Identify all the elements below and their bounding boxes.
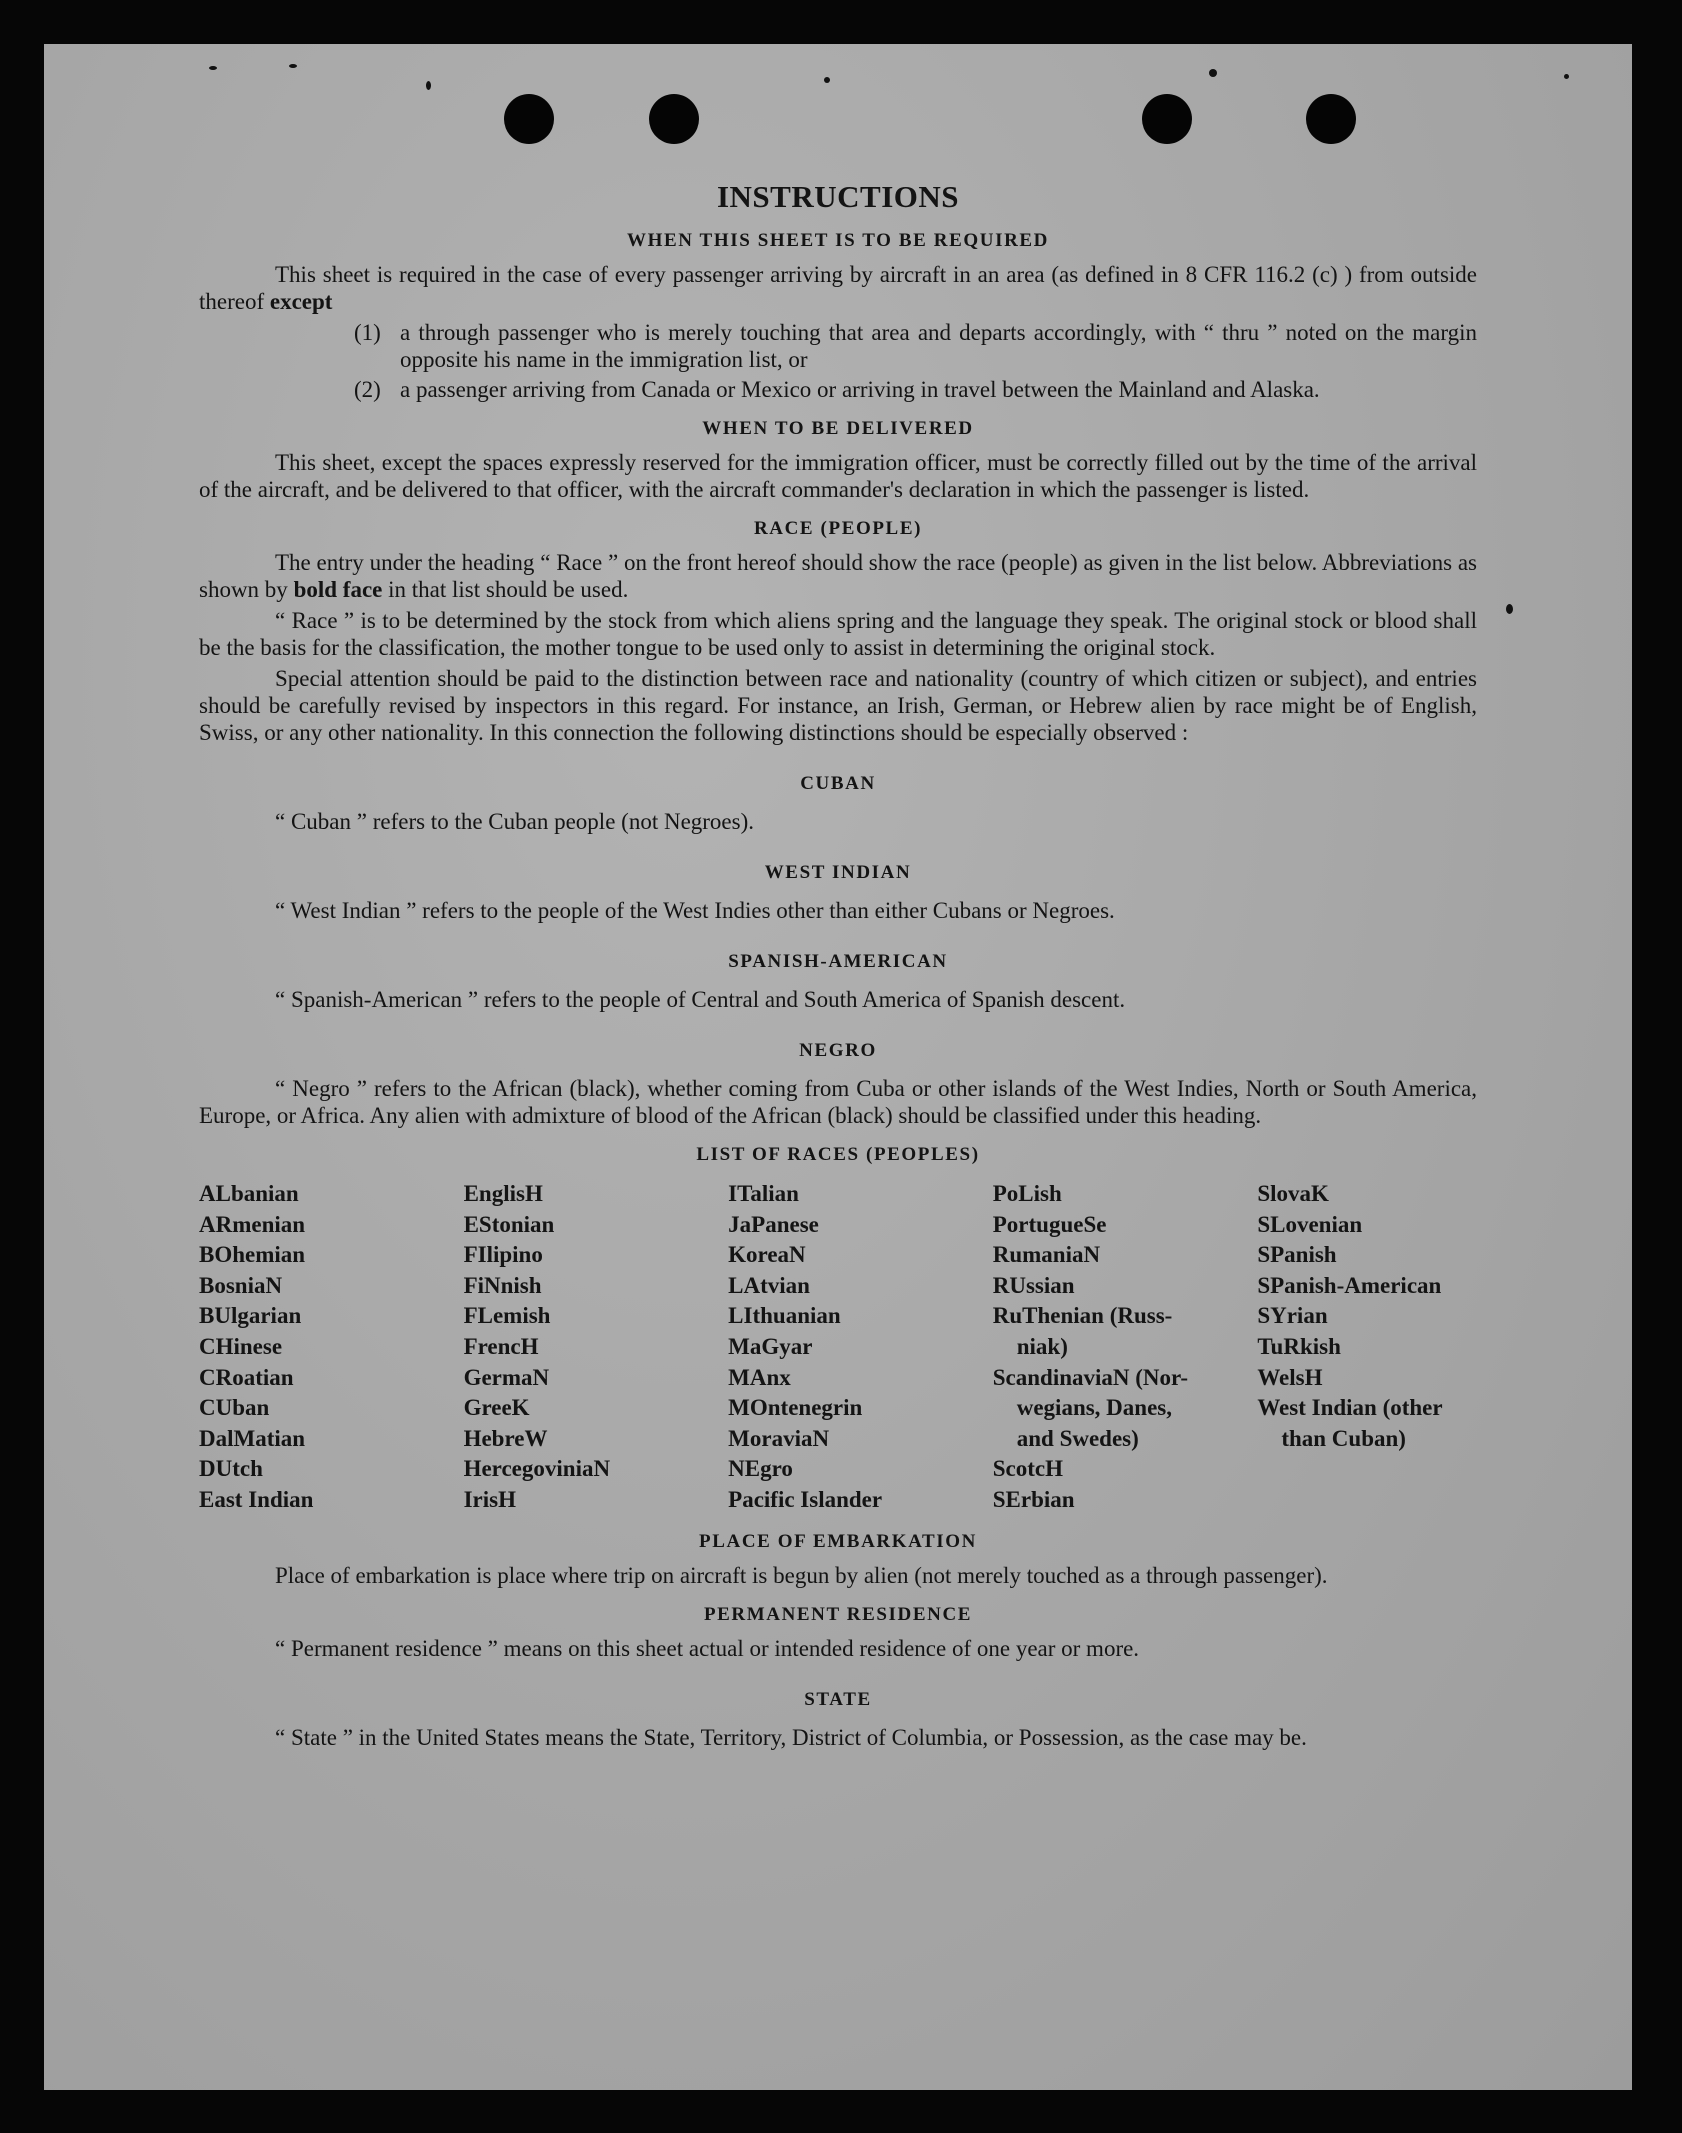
heading-required: WHEN THIS SHEET IS TO BE REQUIRED — [626, 230, 1050, 251]
race-entry: DUtch — [199, 1456, 263, 1482]
instructions-content — [199, 179, 1477, 1755]
punch-hole — [649, 94, 699, 144]
race-entry: FiNnish — [463, 1272, 542, 1298]
races-column — [728, 1179, 993, 1516]
race-entry: MoraviaN — [728, 1425, 830, 1451]
state-text: “ State ” in the United States means the State, Territory, District of Columbia, or Possession, as the case may be. — [275, 1724, 1307, 1750]
negro-text: “ Negro ” refers to the African (black), whether coming from Cuba or other islands of the West Indies, North or South America, Europe, or Africa. Any alien with admixture of blood of the African (black) should be classified under this heading. — [199, 1076, 1477, 1128]
race-entry: IrisH — [463, 1486, 516, 1512]
race-entry: MOntenegrin — [728, 1395, 863, 1421]
race-entry: EnglisH — [463, 1181, 543, 1206]
race-entry: BOhemian — [199, 1242, 306, 1268]
race-entry: East Indian — [199, 1486, 314, 1512]
heading-race: RACE (PEOPLE) — [753, 518, 923, 539]
document-page — [44, 44, 1632, 2090]
race-entry: and Swedes) — [1016, 1425, 1139, 1451]
race-entry: WelsH — [1257, 1364, 1323, 1390]
race-entry: SLovenian — [1257, 1211, 1363, 1237]
race-entry: ScandinaviaN (Nor- — [992, 1364, 1189, 1390]
race-entry: ALbanian — [199, 1181, 299, 1206]
race-entry: SPanish — [1257, 1242, 1337, 1268]
races-table — [199, 1179, 1477, 1516]
punch-hole — [1306, 94, 1356, 144]
punch-hole — [1142, 94, 1192, 144]
race-entry: FIlipino — [463, 1242, 543, 1268]
race-entry: MAnx — [728, 1364, 791, 1390]
heading-spanish-american: SPANISH-AMERICAN — [728, 951, 948, 972]
races-column — [993, 1179, 1258, 1516]
races-column — [1257, 1179, 1477, 1516]
race-entry: RumaniaN — [992, 1242, 1101, 1268]
punch-hole — [504, 94, 554, 144]
race-entry: CRoatian — [199, 1364, 294, 1390]
delivered-text: This sheet, except the spaces expressly reserved for the immigration officer, must be correctly filled out by the time of the arrival of the aircraft, and be delivered to that officer, with the aircraft commander's declaration in which the passenger is listed. — [199, 450, 1477, 502]
race-entry: NEgro — [728, 1456, 793, 1482]
residence-text: “ Permanent residence ” means on this sheet actual or intended residence of one year or more. — [275, 1635, 1140, 1661]
race-entry: LIthuanian — [728, 1303, 841, 1329]
race-entry: EStonian — [463, 1211, 555, 1237]
dust-speck — [1209, 69, 1217, 77]
page-title: INSTRUCTIONS — [716, 179, 959, 214]
race-entry: MaGyar — [728, 1333, 813, 1359]
race-entry: HebreW — [463, 1425, 548, 1451]
dust-speck — [824, 77, 830, 83]
race-entry: HercegoviniaN — [463, 1456, 611, 1482]
cuban-text: “ Cuban ” refers to the Cuban people (not Negroes). — [275, 809, 755, 834]
race-entry: BUlgarian — [199, 1303, 302, 1329]
race-entry: GermaN — [463, 1364, 550, 1390]
heading-races-list: LIST OF RACES (PEOPLES) — [696, 1144, 980, 1165]
heading-state: STATE — [804, 1688, 872, 1710]
race-entry: PortugueSe — [992, 1211, 1107, 1237]
races-column — [199, 1179, 464, 1516]
race-entry: TuRkish — [1257, 1333, 1341, 1359]
race-entry: JaPanese — [728, 1211, 819, 1237]
required-intro: This sheet is required in the case of every passenger arriving by aircraft in an area (as defined in 8 CFR 116.2 (c) ) from outside thereof except — [199, 262, 1477, 314]
race-entry: ARmenian — [199, 1211, 306, 1237]
race-entry: BosniaN — [199, 1272, 283, 1298]
race-entry: ScotcH — [992, 1456, 1063, 1482]
except-keyword: except — [269, 289, 333, 314]
race-entry: CHinese — [199, 1333, 283, 1359]
race-entry: FLemish — [463, 1303, 551, 1329]
race-entry: SPanish-American — [1257, 1272, 1442, 1298]
dust-speck — [426, 81, 431, 90]
heading-embarkation: PLACE OF EMBARKATION — [699, 1530, 977, 1552]
race-entry: RUssian — [992, 1272, 1075, 1298]
west-indian-text: “ West Indian ” refers to the people of the West Indies other than either Cubans or Negroes. — [275, 898, 1115, 923]
race-entry: West Indian (other — [1257, 1395, 1443, 1421]
race-entry: GreeK — [463, 1395, 530, 1421]
dust-speck — [209, 66, 217, 70]
heading-delivered: WHEN TO BE DELIVERED — [702, 418, 974, 439]
heading-west-indian: WEST INDIAN — [764, 862, 912, 883]
race-entry: PoLish — [992, 1181, 1062, 1206]
race-entry: CUban — [199, 1395, 270, 1421]
race-entry: Pacific Islander — [728, 1486, 883, 1512]
spanish-american-text: “ Spanish-American ” refers to the people of Central and South America of Spanish descent. — [275, 987, 1126, 1012]
race-entry: LAtvian — [728, 1272, 810, 1298]
race-entry: niak) — [1016, 1333, 1068, 1359]
race-entry: wegians, Danes, — [1016, 1395, 1172, 1421]
race-entry: DalMatian — [199, 1425, 306, 1451]
race-entry: than Cuban) — [1281, 1425, 1406, 1451]
dust-speck — [1506, 604, 1513, 614]
heading-residence: PERMANENT RESIDENCE — [703, 1603, 973, 1625]
dust-speck — [1564, 74, 1569, 79]
heading-cuban: CUBAN — [800, 773, 876, 794]
race-entry: FrencH — [463, 1333, 539, 1359]
embarkation-text: Place of embarkation is place where trip on aircraft is begun by alien (not merely touched as a through passenger). — [275, 1562, 1328, 1588]
race-entry: ITalian — [728, 1181, 799, 1206]
list-item: (1) a through passenger who is merely touching that area and departs accordingly, with “ thru ” noted on the margin opposite his name in the immigration list, or — [354, 320, 1477, 372]
race-paragraph-2: “ Race ” is to be determined by the stock from which aliens spring and the language they speak. The original stock or blood shall be the basis for the classification, the mother tongue to be used only to assist in determining the original stock. — [199, 608, 1477, 660]
race-entry: KoreaN — [728, 1242, 806, 1268]
race-entry: SYrian — [1257, 1303, 1328, 1329]
list-item: (2) a passenger arriving from Canada or Mexico or arriving in travel between the Mainland and Alaska. — [354, 377, 1320, 402]
races-column — [464, 1179, 729, 1516]
dust-speck — [289, 64, 297, 68]
race-paragraph-3: Special attention should be paid to the distinction between race and nationality (country of which citizen or subject), and entries should be carefully revised by inspectors in this regard. For instance, an Irish, German, or Hebrew alien by race might be of English, Swiss, or any other nationality. In this connection the following distinctions should be especially observed : — [199, 666, 1477, 745]
race-entry: SErbian — [992, 1486, 1075, 1512]
race-entry: SlovaK — [1257, 1181, 1329, 1206]
race-paragraph-1: The entry under the heading “ Race ” on the front hereof should show the race (people) as given in the list below. Abbreviations as shown by bold face in that list should be used. — [199, 550, 1477, 602]
race-entry: RuThenian (Russ- — [992, 1303, 1173, 1329]
heading-negro: NEGRO — [799, 1040, 877, 1061]
